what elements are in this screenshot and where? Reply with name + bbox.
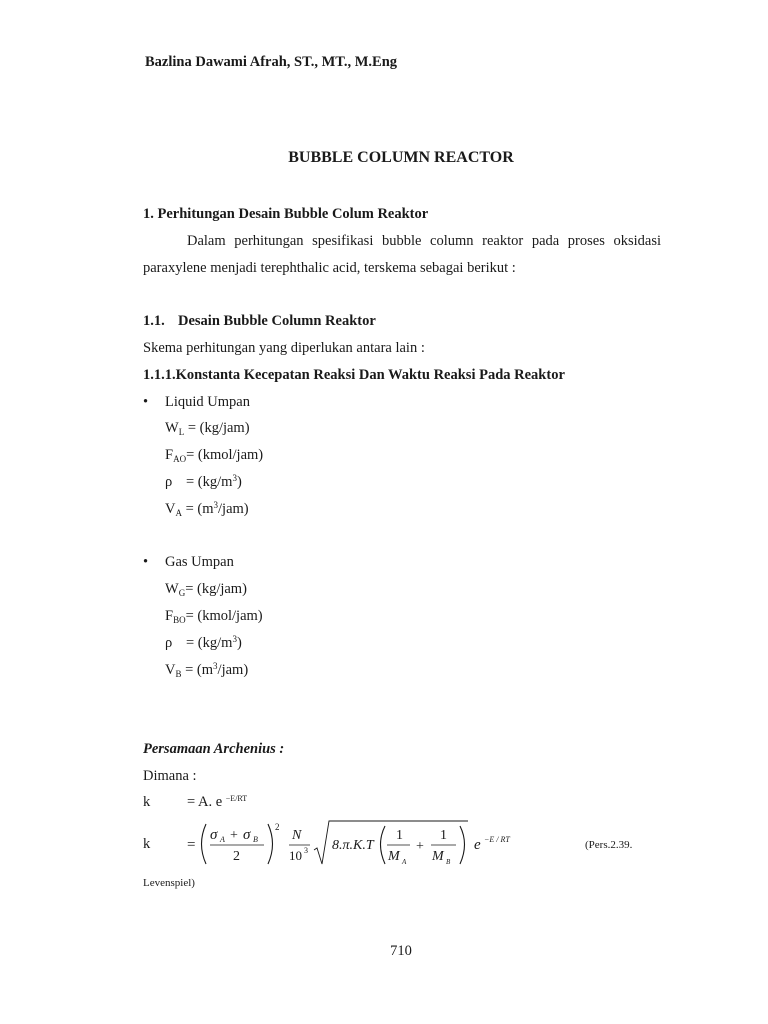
var-unit: = (kg/m bbox=[186, 474, 233, 490]
equation-reference: (Pers.2.39. bbox=[585, 839, 633, 851]
section-1-1-1-heading: 1.1.1.Konstanta Kecepatan Reaksi Dan Waktu Reaksi Pada Reaktor bbox=[143, 367, 565, 383]
var-unit-end: /jam) bbox=[217, 662, 249, 678]
var-unit: = (m bbox=[181, 662, 214, 678]
ma: M bbox=[388, 849, 400, 864]
eq2-equals: = bbox=[187, 837, 196, 853]
gas-title: Gas Umpan bbox=[165, 554, 234, 570]
euler-exponent: −E / RT bbox=[484, 835, 510, 844]
mb-sub: B bbox=[446, 858, 451, 866]
sigma-b: σ bbox=[243, 827, 251, 843]
arrhenius-formula bbox=[180, 818, 540, 870]
section-1-paragraph: Dalam perhitungan spesifikasi bubble column reaktor pada proses oksidasi paraxylene menjadi terephthalic acid, terskema sebagai berikut : bbox=[143, 233, 661, 276]
var-subscript: B bbox=[175, 669, 182, 679]
section-1-1-number: 1.1. bbox=[143, 313, 165, 329]
one-a: 1 bbox=[396, 828, 403, 843]
var-symbol: V bbox=[165, 662, 176, 678]
var-unit-end: ) bbox=[236, 635, 242, 651]
var-unit: = (kg/jam) bbox=[185, 581, 247, 597]
root-content: 8.π.K.T bbox=[332, 838, 374, 853]
var-superscript: 3 bbox=[232, 634, 237, 644]
section-1-heading: 1. Perhitungan Desain Bubble Colum Reaktor bbox=[143, 206, 429, 222]
var-superscript: 3 bbox=[232, 473, 237, 483]
var-superscript: 3 bbox=[213, 661, 218, 671]
page-title: BUBBLE COLUMN REACTOR bbox=[288, 149, 514, 166]
var-vb bbox=[165, 661, 248, 679]
dimana-label: Dimana : bbox=[143, 768, 197, 784]
var-symbol: ρ bbox=[165, 474, 173, 490]
ten: 10 bbox=[289, 848, 302, 863]
arrhenius-heading: Persamaan Archenius : bbox=[143, 741, 285, 757]
author-header: Bazlina Dawami Afrah, ST., MT., M.Eng bbox=[145, 54, 398, 70]
var-subscript: A bbox=[175, 508, 182, 518]
bullet-icon: • bbox=[143, 394, 149, 410]
eq1-rhs-text: = A. e bbox=[187, 794, 226, 810]
var-unit-end: ) bbox=[236, 474, 242, 490]
var-wl bbox=[165, 420, 250, 437]
var-unit: = (kg/m bbox=[186, 635, 233, 651]
var-superscript: 3 bbox=[213, 500, 219, 510]
eq2-k: k bbox=[143, 836, 151, 852]
one-b: 1 bbox=[440, 828, 447, 843]
var-unit-end: /jam) bbox=[218, 501, 249, 517]
var-wg bbox=[165, 581, 247, 598]
var-rho-gas bbox=[165, 634, 242, 652]
var-symbol: W bbox=[165, 581, 179, 597]
var-unit: = (m bbox=[181, 501, 214, 517]
eq1-rhs bbox=[187, 794, 247, 811]
var-subscript: L bbox=[178, 427, 185, 437]
euler-e: e bbox=[474, 837, 481, 853]
var-subscript: AO bbox=[173, 454, 187, 464]
equation-reference-continued: Levenspiel) bbox=[143, 877, 195, 889]
var-fbo bbox=[165, 608, 263, 625]
var-unit: = (kg/jam) bbox=[184, 420, 250, 436]
eq1-exponent: −E/RT bbox=[225, 794, 248, 803]
ten-exponent: 3 bbox=[304, 846, 308, 855]
squared-exponent: 2 bbox=[275, 822, 280, 832]
sigma-a: σ bbox=[210, 827, 218, 843]
section-1-1-heading: Desain Bubble Column Reaktor bbox=[178, 313, 376, 329]
ma-sub: A bbox=[402, 858, 407, 866]
sigma-b-sub: B bbox=[253, 835, 258, 844]
var-va bbox=[165, 500, 249, 518]
eq1-k: k bbox=[143, 794, 151, 810]
var-unit: = (kmol/jam) bbox=[186, 447, 264, 463]
left-paren-icon bbox=[202, 824, 207, 864]
var-symbol: W bbox=[165, 420, 179, 436]
denominator-two: 2 bbox=[233, 849, 240, 864]
mb: M bbox=[432, 849, 444, 864]
right-paren-icon bbox=[268, 824, 273, 864]
var-symbol: ρ bbox=[165, 635, 173, 651]
var-subscript: BO bbox=[173, 615, 186, 625]
page-number: 710 bbox=[390, 943, 412, 959]
sigma-a-sub: A bbox=[220, 835, 225, 844]
var-fao bbox=[165, 447, 263, 464]
var-symbol: F bbox=[165, 447, 174, 463]
var-symbol: F bbox=[165, 608, 174, 624]
section-1-1-intro: Skema perhitungan yang diperlukan antara lain : bbox=[143, 340, 425, 356]
eq2-plus: + bbox=[230, 828, 238, 843]
right-paren-icon bbox=[460, 826, 465, 864]
numerator-n: N bbox=[292, 828, 302, 843]
var-subscript: G bbox=[178, 588, 186, 598]
left-paren-icon bbox=[381, 826, 386, 864]
bullet-icon: • bbox=[143, 554, 149, 570]
liquid-title: Liquid Umpan bbox=[165, 394, 250, 410]
var-rho-liquid bbox=[165, 473, 242, 491]
var-symbol: V bbox=[165, 501, 176, 517]
eq2-plus-2: + bbox=[416, 839, 424, 854]
var-unit: = (kmol/jam) bbox=[185, 608, 263, 624]
